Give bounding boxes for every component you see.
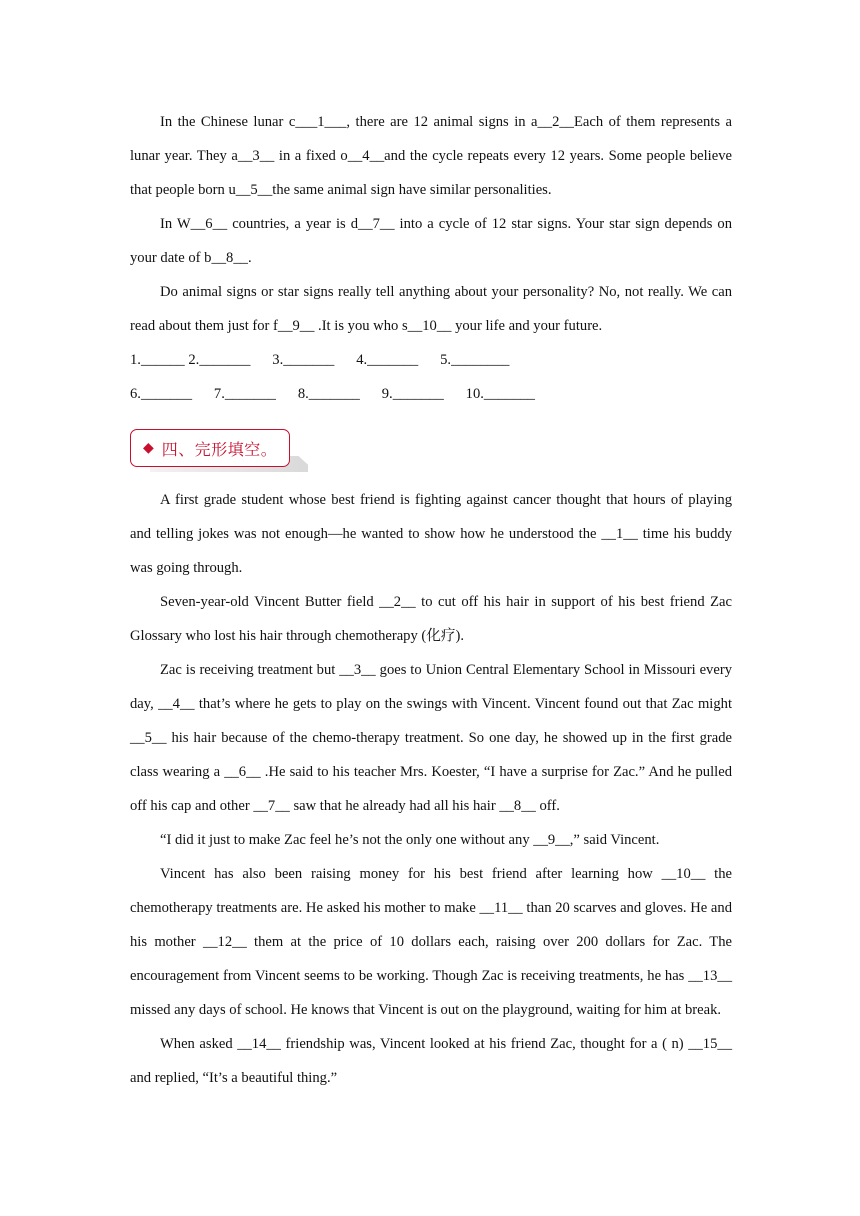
answer-blanks-line: 1.______ 2._______ 3._______ 4._______ 5.________	[130, 352, 510, 368]
cloze-paragraph: Seven-year-old Vincent Butter field __2__ to cut off his hair in support of his best friend Zac Glossary who lost his hair through chemotherapy (化疗).	[130, 594, 732, 644]
diamond-icon: ◆	[143, 440, 154, 456]
passage-paragraph: In W__6__ countries, a year is d__7__ into a cycle of 12 star signs. Your star sign depends on your date of b__8__.	[130, 216, 732, 266]
cloze-paragraph: A first grade student whose best friend is fighting against cancer thought that hours of playing and telling jokes was not enough—he wanted to show how he understood the __1__ time his buddy was going through.	[130, 492, 732, 576]
cloze-paragraph: Zac is receiving treatment but __3__ goes to Union Central Elementary School in Missouri every day, __4__ that’s where he gets to play on the swings with Vincent. Vincent found out that Zac might __5__ his hair because of the chemo-therapy treatment. So one day, he showed up in the first grade class wearing a __6__ .He said to his teacher Mrs. Koester, “I have a surprise for Zac.” And he pulled off his cap and other __7__ saw that he already had all his hair __8__ off.	[130, 662, 732, 814]
cloze-paragraph: “I did it just to make Zac feel he’s not the only one without any __9__,” said Vincent.	[160, 832, 660, 848]
heading-box	[130, 429, 290, 467]
answer-blanks-line: 6._______ 7._______ 8._______ 9._______ 10._______	[130, 386, 535, 402]
worksheet-page	[130, 105, 732, 1095]
cloze-paragraph: When asked __14__ friendship was, Vincent looked at his friend Zac, thought for a ( n) __15__ and replied, “It’s a beautiful thing.”	[130, 1036, 732, 1086]
heading-title: 四、完形填空。	[161, 439, 278, 459]
passage-paragraph: In the Chinese lunar c___1___, there are 12 animal signs in a__2__Each of them represents a lunar year. They a__3__ in a fixed o__4__and the cycle repeats every 12 years. Some people believe that people born u__5__the same animal sign have similar personalities.	[130, 114, 732, 198]
section-heading	[130, 429, 732, 471]
passage-paragraph: Do animal signs or star signs really tell anything about your personality? No, not really. We can read about them just for f__9__ .It is you who s__10__ your life and your future.	[130, 284, 732, 334]
cloze-paragraph: Vincent has also been raising money for his best friend after learning how __10__ the chemotherapy treatments are. He asked his mother to make __11__ than 20 scarves and gloves. He and his mother __12__ them at the price of 10 dollars each, raising over 200 dollars for Zac. The encouragement from Vincent seems to be working. Though Zac is receiving treatments, he has __13__ missed any days of school. He knows that Vincent is out on the playground, waiting for him at break.	[130, 866, 732, 1018]
